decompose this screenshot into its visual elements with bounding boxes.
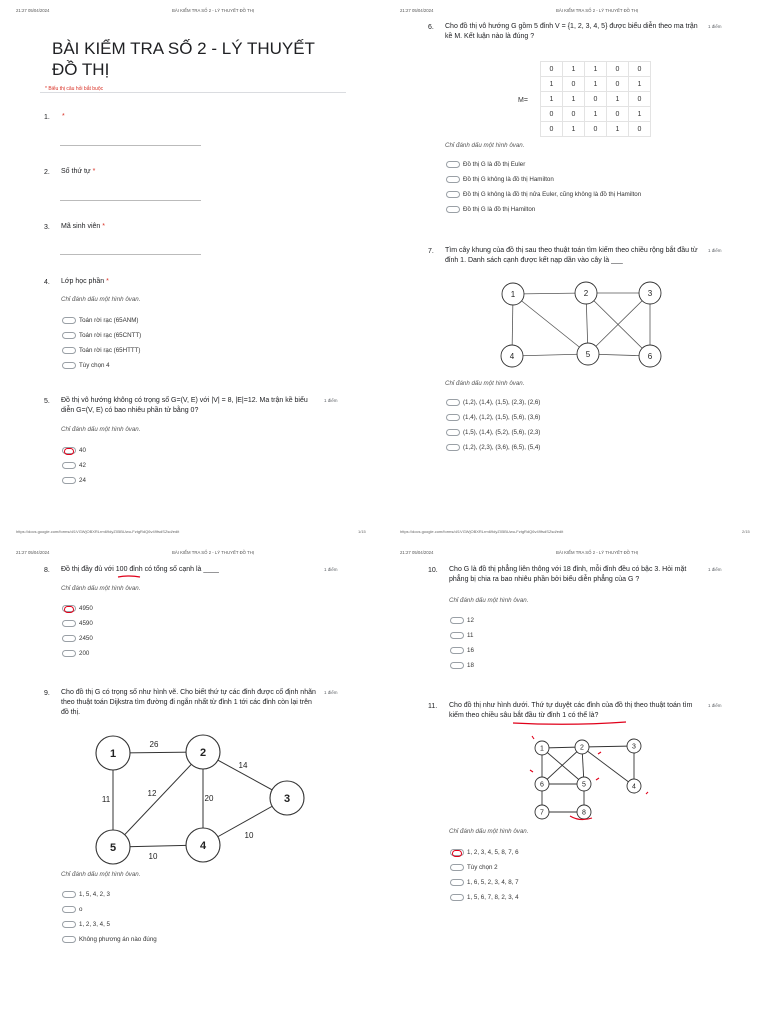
matrix-cell: 0 bbox=[563, 77, 585, 92]
matrix-cell: 1 bbox=[563, 62, 585, 77]
edge bbox=[582, 746, 634, 747]
page-2-footer-page: 2/15 bbox=[742, 529, 750, 534]
q9-options bbox=[62, 887, 157, 947]
q2-answer-line[interactable] bbox=[60, 200, 201, 201]
page-4 bbox=[384, 540, 768, 1024]
q6-points: 1 điểm bbox=[708, 24, 722, 29]
q11-option[interactable]: 1, 5, 6, 7, 8, 2, 3, 4 bbox=[450, 890, 519, 905]
q2-question: Số thứ tự * bbox=[61, 168, 96, 175]
matrix-cell: 1 bbox=[585, 62, 607, 77]
matrix-cell: 1 bbox=[585, 77, 607, 92]
radio-oval[interactable] bbox=[62, 891, 76, 898]
radio-oval[interactable] bbox=[62, 906, 76, 913]
q6-option[interactable]: Đồ thị G là đồ thị Hamilton bbox=[446, 202, 641, 217]
handwritten-underline bbox=[117, 574, 141, 579]
q7-question: Tìm cây khung của đồ thị sau theo thuật toán tìm kiếm theo chiều rộng bắt đầu từ đỉnh 1. Danh sách cạnh được kết nạp dần vào cây là ___ bbox=[445, 247, 698, 264]
page-2-header-title: BÀI KIỂM TRA SỐ 2 - LÝ THUYẾT ĐỒ THỊ bbox=[556, 8, 639, 13]
q4-number: 4. bbox=[44, 279, 50, 286]
radio-oval[interactable] bbox=[62, 936, 76, 943]
radio-oval-marked[interactable] bbox=[62, 447, 76, 454]
q8-option[interactable]: 200 bbox=[62, 646, 93, 661]
radio-oval[interactable] bbox=[446, 399, 460, 406]
radio-oval[interactable] bbox=[446, 161, 460, 168]
matrix-cell: 1 bbox=[585, 107, 607, 122]
radio-oval[interactable] bbox=[446, 444, 460, 451]
title-divider bbox=[40, 92, 346, 93]
q7-option[interactable]: (1,2), (1,4), (1,5), (2,3), (2,6) bbox=[446, 395, 540, 410]
page-3 bbox=[0, 540, 384, 1024]
page-1 bbox=[0, 0, 384, 540]
q6-options bbox=[446, 157, 641, 217]
page-2-header-time: 21:27 05/04/2024 bbox=[400, 8, 434, 13]
q7-option[interactable]: (1,2), (2,3), (3,6), (6,5), (5,4) bbox=[446, 440, 540, 455]
edge-weight: 12 bbox=[147, 789, 157, 798]
q11-question: Cho đồ thị như hình dưới. Thứ tự duyệt các đỉnh của đồ thị theo thuật toán tìm kiếm theo chiều sâu bắt đầu từ đỉnh 1 có thể là? bbox=[449, 702, 693, 719]
q7-option[interactable]: (1,5), (1,4), (5,2), (5,6), (2,3) bbox=[446, 425, 540, 440]
q6-option[interactable]: Đồ thị G không là đồ thị Hamilton bbox=[446, 172, 641, 187]
radio-oval[interactable] bbox=[446, 429, 460, 436]
q5-hint: Chỉ đánh dấu một hình ôvan. bbox=[61, 426, 141, 433]
edge-weight: 10 bbox=[244, 831, 254, 840]
q10-option[interactable]: 11 bbox=[450, 628, 474, 643]
radio-oval[interactable] bbox=[62, 462, 76, 469]
handwritten-mark bbox=[530, 770, 533, 772]
q8-option[interactable]: 4950 bbox=[62, 601, 93, 616]
radio-oval-marked[interactable] bbox=[62, 605, 76, 612]
q7-options bbox=[446, 395, 540, 455]
q7-hint: Chỉ đánh dấu một hình ôvan. bbox=[445, 380, 525, 387]
q9-option[interactable]: 1, 2, 3, 4, 5 bbox=[62, 917, 157, 932]
q8-option[interactable]: 4590 bbox=[62, 616, 93, 631]
edge-weight: 26 bbox=[149, 740, 159, 749]
page-3-header-time: 21:27 05/04/2024 bbox=[16, 550, 50, 555]
edge-weight: 20 bbox=[204, 794, 214, 803]
handwritten-mark bbox=[646, 792, 648, 794]
q8-question: Đồ thị đầy đủ với 100 đỉnh có tổng số cạnh là ____ bbox=[61, 566, 219, 573]
node-label: 5 bbox=[585, 350, 591, 359]
q11-option[interactable]: 1, 2, 3, 4, 5, 8, 7, 6 bbox=[450, 845, 519, 860]
node-label: 3 bbox=[647, 289, 653, 298]
required-note: * Biểu thị câu hỏi bắt buộc bbox=[45, 86, 104, 92]
radio-oval[interactable] bbox=[450, 894, 464, 901]
matrix-cell: 0 bbox=[629, 62, 651, 77]
node-label: 1 bbox=[540, 745, 544, 753]
node-label: 4 bbox=[509, 352, 515, 361]
q10-options bbox=[450, 613, 474, 673]
radio-oval[interactable] bbox=[446, 191, 460, 198]
q3-number: 3. bbox=[44, 224, 50, 231]
edge bbox=[542, 744, 584, 784]
q6-option[interactable]: Đồ thị G là đồ thị Euler bbox=[446, 157, 641, 172]
q11-options bbox=[450, 845, 519, 905]
form-title: BÀI KIỂM TRA SỐ 2 - LÝ THUYẾT ĐỒ THỊ bbox=[52, 39, 315, 79]
matrix-row bbox=[541, 92, 651, 107]
q9-number: 9. bbox=[44, 690, 50, 697]
edge-weight: 14 bbox=[238, 761, 248, 770]
radio-oval-marked[interactable] bbox=[450, 849, 464, 856]
page-1-footer-url: https://docs.google.com/forms/d/1VGWjOBXRLrm69dyZ05BUwu-FztgRdQ6v49fsdSZsd/edit bbox=[16, 529, 180, 534]
node-label: 6 bbox=[540, 781, 544, 789]
q4-hint: Chỉ đánh dấu một hình ôvan. bbox=[61, 296, 141, 303]
edge bbox=[513, 294, 588, 354]
q5-number: 5. bbox=[44, 398, 50, 405]
node-label: 5 bbox=[582, 781, 586, 789]
radio-oval[interactable] bbox=[446, 176, 460, 183]
matrix-cell: 0 bbox=[541, 62, 563, 77]
node-label: 2 bbox=[580, 744, 584, 752]
q6-option[interactable]: Đồ thị G không là đồ thị nửa Euler, cũng không là đồ thị Hamilton bbox=[446, 187, 641, 202]
matrix-cell: 0 bbox=[585, 122, 607, 137]
q10-number: 10. bbox=[428, 567, 438, 574]
matrix-cell: 1 bbox=[541, 92, 563, 107]
q4-option[interactable]: Tùy chọn 4 bbox=[62, 358, 141, 373]
radio-oval[interactable] bbox=[62, 635, 76, 642]
node-label: 1 bbox=[510, 290, 516, 299]
handwritten-mark bbox=[598, 752, 601, 754]
radio-oval[interactable] bbox=[450, 632, 464, 639]
q11-option[interactable]: Tùy chọn 2 bbox=[450, 860, 519, 875]
q5-options bbox=[62, 443, 86, 488]
q11-graph bbox=[524, 734, 664, 826]
radio-oval[interactable] bbox=[62, 347, 76, 354]
page-1-footer-page: 1/15 bbox=[358, 529, 366, 534]
node-label: 7 bbox=[540, 809, 544, 817]
q9-option[interactable]: Không phương án nào đúng bbox=[62, 932, 157, 947]
matrix-cell: 0 bbox=[607, 77, 629, 92]
node-label: 2 bbox=[199, 747, 207, 759]
node-label: 4 bbox=[632, 783, 636, 791]
matrix-cell: 1 bbox=[629, 107, 651, 122]
q7-option[interactable]: (1,4), (1,2), (1,5), (5,6), (3,6) bbox=[446, 410, 540, 425]
q7-number: 7. bbox=[428, 248, 434, 255]
matrix-cell: 0 bbox=[541, 107, 563, 122]
node-label: 2 bbox=[583, 289, 589, 298]
node-label: 6 bbox=[647, 352, 653, 361]
radio-oval[interactable] bbox=[450, 662, 464, 669]
q11-points: 1 điểm bbox=[708, 703, 722, 708]
node-label: 1 bbox=[109, 748, 117, 760]
radio-oval[interactable] bbox=[446, 206, 460, 213]
edge-weight: 10 bbox=[148, 852, 158, 861]
edge bbox=[588, 293, 650, 354]
q8-option[interactable]: 2450 bbox=[62, 631, 93, 646]
radio-oval[interactable] bbox=[62, 650, 76, 657]
q4-option[interactable]: Toán rời rạc (65ANM) bbox=[62, 313, 141, 328]
q11-option[interactable]: 1, 6, 5, 2, 3, 4, 8, 7 bbox=[450, 875, 519, 890]
matrix-row bbox=[541, 62, 651, 77]
matrix-cell: 1 bbox=[563, 92, 585, 107]
edge bbox=[113, 752, 203, 847]
matrix-cell: 1 bbox=[629, 77, 651, 92]
matrix-row bbox=[541, 77, 651, 92]
q10-question: Cho G là đồ thị phẳng liên thông với 18 đỉnh, mỗi đỉnh đều có bậc 3. Hỏi mặt phẳng bị chia ra bao nhiêu phần bởi biểu diễn phẳng của G ? bbox=[449, 566, 687, 583]
q7-graph bbox=[484, 278, 674, 378]
q1-required-star: * bbox=[62, 113, 65, 120]
q3-question: Mã sinh viên * bbox=[61, 223, 105, 230]
matrix-cell: 1 bbox=[607, 92, 629, 107]
q11-hint: Chỉ đánh dấu một hình ôvan. bbox=[449, 828, 529, 835]
matrix-label: M= bbox=[518, 97, 528, 104]
q1-number: 1. bbox=[44, 114, 50, 121]
matrix-cell: 1 bbox=[563, 122, 585, 137]
matrix-cell: 0 bbox=[607, 107, 629, 122]
q5-option[interactable]: 24 bbox=[62, 473, 86, 488]
q11-number: 11. bbox=[428, 703, 438, 710]
q8-number: 8. bbox=[44, 567, 50, 574]
page-2 bbox=[384, 0, 768, 540]
handwritten-underline bbox=[512, 720, 628, 726]
q5-question: Đồ thị vô hướng không có trọng số G=(V, E) với |V| = 8, |E|=12. Ma trận kề biểu diễn G=(V, E) có bao nhiêu phần tử bằng 0? bbox=[61, 397, 308, 414]
q8-options bbox=[62, 601, 93, 661]
adjacency-matrix bbox=[540, 61, 651, 137]
q7-points: 1 điểm bbox=[708, 248, 722, 253]
q9-points: 1 điểm bbox=[324, 690, 338, 695]
q10-option[interactable]: 18 bbox=[450, 658, 474, 673]
radio-oval[interactable] bbox=[450, 864, 464, 871]
node-label: 3 bbox=[632, 743, 636, 751]
page-3-header-title: BÀI KIỂM TRA SỐ 2 - LÝ THUYẾT ĐỒ THỊ bbox=[172, 550, 255, 555]
node-label: 8 bbox=[582, 809, 586, 817]
q6-hint: Chỉ đánh dấu một hình ôvan. bbox=[445, 142, 525, 149]
q5-points: 1 điểm bbox=[324, 398, 338, 403]
matrix-cell: 0 bbox=[629, 92, 651, 107]
handwritten-mark bbox=[596, 778, 599, 780]
matrix-cell: 0 bbox=[541, 122, 563, 137]
q5-option[interactable]: 42 bbox=[62, 458, 86, 473]
node-label: 3 bbox=[283, 793, 291, 805]
page-1-header-title: BÀI KIỂM TRA SỐ 2 - LÝ THUYẾT ĐỒ THỊ bbox=[172, 8, 255, 13]
matrix-cell: 0 bbox=[629, 122, 651, 137]
q6-question: Cho đồ thị vô hướng G gồm 5 đỉnh V = {1, 2, 3, 4, 5} được biểu diễn theo ma trận kề M. Kết luận nào là đúng ? bbox=[445, 23, 698, 40]
q9-option[interactable]: 1, 5, 4, 2, 3 bbox=[62, 887, 157, 902]
q9-weighted-graph bbox=[90, 730, 310, 865]
matrix-row bbox=[541, 107, 651, 122]
q5-option[interactable]: 40 bbox=[62, 443, 86, 458]
handwritten-mark bbox=[532, 736, 534, 739]
page-1-header-time: 21:27 05/04/2024 bbox=[16, 8, 50, 13]
q9-hint: Chỉ đánh dấu một hình ôvan. bbox=[61, 871, 141, 878]
edge-weight: 11 bbox=[101, 795, 111, 804]
q1-answer-line[interactable] bbox=[60, 145, 201, 146]
radio-oval[interactable] bbox=[62, 477, 76, 484]
radio-oval[interactable] bbox=[62, 921, 76, 928]
q8-points: 1 điểm bbox=[324, 567, 338, 572]
q4-option[interactable]: Toán rời rạc (65CNTT) bbox=[62, 328, 141, 343]
q2-number: 2. bbox=[44, 169, 50, 176]
q9-option[interactable]: o bbox=[62, 902, 157, 917]
q10-hint: Chỉ đánh dấu một hình ôvan. bbox=[449, 597, 529, 604]
radio-oval[interactable] bbox=[446, 414, 460, 421]
radio-oval[interactable] bbox=[62, 332, 76, 339]
q10-points: 1 điểm bbox=[708, 567, 722, 572]
radio-oval[interactable] bbox=[450, 617, 464, 624]
q6-number: 6. bbox=[428, 24, 434, 31]
q4-options bbox=[62, 313, 141, 373]
matrix-cell: 1 bbox=[541, 77, 563, 92]
matrix-cell: 0 bbox=[563, 107, 585, 122]
matrix-cell: 0 bbox=[607, 62, 629, 77]
radio-oval[interactable] bbox=[62, 317, 76, 324]
q10-option[interactable]: 12 bbox=[450, 613, 474, 628]
q4-question: Lớp học phần * bbox=[61, 278, 109, 285]
node-label: 5 bbox=[109, 842, 117, 854]
page-4-header-title: BÀI KIỂM TRA SỐ 2 - LÝ THUYẾT ĐỒ THỊ bbox=[556, 550, 639, 555]
matrix-row bbox=[541, 122, 651, 137]
q4-option[interactable]: Toán rời rạc (65HTTT) bbox=[62, 343, 141, 358]
q9-question: Cho đồ thị G có trọng số như hình vẽ. Cho biết thứ tự các đỉnh được cố định nhãn theo thuật toán Dijkstra tìm đường đi ngắn nhất từ đỉnh 1 tới các đỉnh còn lại trên đồ thị. bbox=[61, 689, 316, 716]
page-4-header-time: 21:27 05/04/2024 bbox=[400, 550, 434, 555]
q8-hint: Chỉ đánh dấu một hình ôvan. bbox=[61, 585, 141, 592]
matrix-cell: 0 bbox=[585, 92, 607, 107]
q3-answer-line[interactable] bbox=[60, 254, 201, 255]
radio-oval[interactable] bbox=[62, 620, 76, 627]
q10-option[interactable]: 16 bbox=[450, 643, 474, 658]
radio-oval[interactable] bbox=[450, 647, 464, 654]
radio-oval[interactable] bbox=[450, 879, 464, 886]
matrix-cell: 1 bbox=[607, 122, 629, 137]
node-label: 4 bbox=[199, 840, 207, 852]
radio-oval[interactable] bbox=[62, 362, 76, 369]
page-2-footer-url: https://docs.google.com/forms/d/1VGWjOBXRLrm69dyZ05BUwu-FztgRdQ6v49fsdSZsd/edit bbox=[400, 529, 564, 534]
